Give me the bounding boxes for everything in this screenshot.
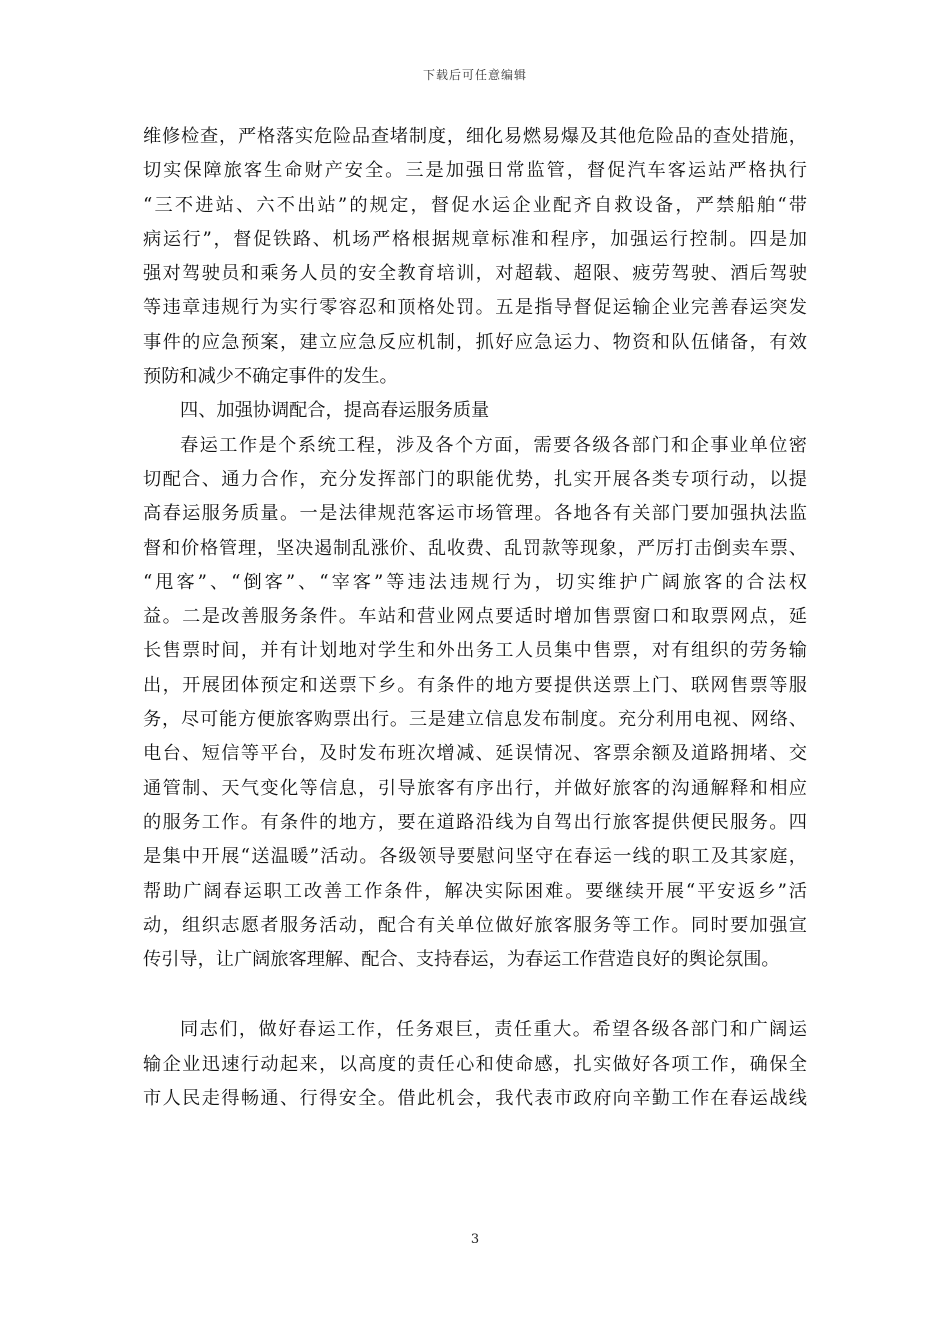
- text-line: 传引导，让广阔旅客理解、配合、支持春运，为春运工作营造良好的舆论氛围。: [143, 949, 780, 971]
- text-line: “三不进站、六不出站”的规定，督促水运企业配齐自救设备，严禁船舶“带: [143, 194, 807, 216]
- text-line: 市人民走得畅通、行得安全。借此机会，我代表市政府向辛勤工作在春运战线: [143, 1088, 807, 1110]
- text-line: 益。二是改善服务条件。车站和营业网点要适时增加售票窗口和取票网点，延: [143, 606, 807, 628]
- paragraph-spacer: [143, 977, 807, 1013]
- text-line: 长售票时间，并有计划地对学生和外出务工人员集中售票，对有组织的劳务输: [143, 640, 807, 662]
- text-line: 务，尽可能方便旅客购票出行。三是建立信息发布制度。充分利用电视、网络、: [143, 709, 807, 731]
- text-line: 动，组织志愿者服务活动，配合有关单位做好旅客服务等工作。同时要加强宣: [143, 914, 807, 936]
- section-heading: 四、加强协调配合，提高春运服务质量: [180, 400, 490, 422]
- text-line: 病运行”，督促铁路、机场严格根据规章标准和程序，加强运行控制。四是加: [143, 228, 807, 250]
- text-line: 切实保障旅客生命财产安全。三是加强日常监管，督促汽车客运站严格执行: [143, 160, 807, 182]
- text-line: 电台、短信等平台，及时发布班次增减、延误情况、客票余额及道路拥堵、交: [143, 743, 807, 765]
- text-line: 切配合、通力合作，充分发挥部门的职能优势，扎实开展各类专项行动，以提: [143, 468, 807, 490]
- document-body: [143, 120, 807, 1116]
- text-line: 强对驾驶员和乘务人员的安全教育培训，对超载、超限、疲劳驾驶、酒后驾驶: [143, 263, 807, 285]
- text-line: 输企业迅速行动起来，以高度的责任心和使命感，扎实做好各项工作，确保全: [143, 1053, 807, 1075]
- text-line: 是集中开展“送温暖”活动。各级领导要慰问坚守在春运一线的职工及其家庭，: [143, 846, 807, 868]
- text-line: 的服务工作。有条件的地方，要在道路沿线为自驾出行旅客提供便民服务。四: [143, 811, 807, 833]
- text-line: 春运工作是个系统工程，涉及各个方面，需要各级各部门和企事业单位密: [180, 434, 807, 456]
- page-number: 3: [470, 1232, 480, 1247]
- text-line: “甩客”、“倒客”、“宰客”等违法违规行为，切实维护广阔旅客的合法权: [143, 571, 807, 593]
- text-line: 事件的应急预案，建立应急反应机制，抓好应急运力、物资和队伍储备，有效: [143, 331, 807, 353]
- text-line: 出，开展团体预定和送票下乡。有条件的地方要提供送票上门、联网售票等服: [143, 674, 807, 696]
- paragraph-safety-continuation: [143, 120, 807, 394]
- page-header: 下载后可任意编辑: [422, 68, 527, 82]
- text-line: 等违章违规行为实行零容忍和顶格处罚。五是指导督促运输企业完善春运突发: [143, 297, 807, 319]
- text-line: 预防和减少不确定事件的发生。: [143, 366, 398, 388]
- paragraph-closing-remarks: [143, 1013, 807, 1116]
- text-line: 维修检查，严格落实危险品查堵制度，细化易燃易爆及其他危险品的查处措施，: [143, 126, 807, 147]
- text-line: 帮助广阔春运职工改善工作条件，解决实际困难。要继续开展“平安返乡”活: [143, 880, 807, 902]
- text-line: 同志们，做好春运工作，任务艰巨，责任重大。希望各级各部门和广阔运: [180, 1019, 807, 1041]
- paragraph-service-quality: [143, 429, 807, 978]
- text-line: 督和价格管理，坚决遏制乱涨价、乱收费、乱罚款等现象，严厉打击倒卖车票、: [143, 537, 807, 559]
- text-line: 高春运服务质量。一是法律规范客运市场管理。各地各有关部门要加强执法监: [143, 503, 807, 525]
- text-line: 通管制、天气变化等信息，引导旅客有序出行，并做好旅客的沟通解释和相应: [143, 777, 807, 799]
